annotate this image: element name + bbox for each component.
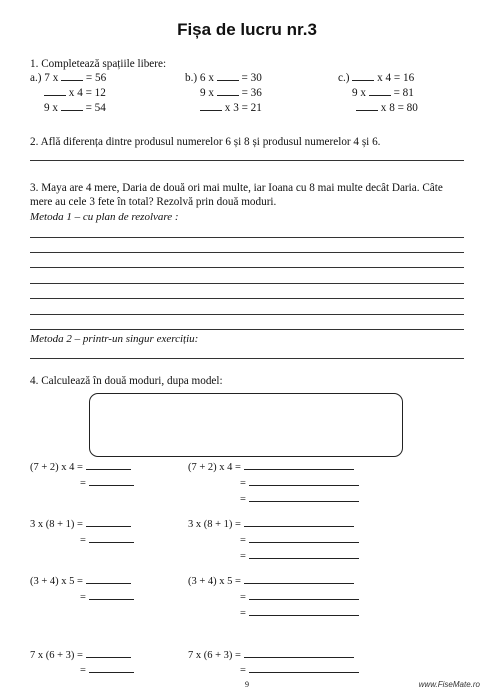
equals-sign: = bbox=[240, 608, 246, 619]
blank[interactable] bbox=[249, 599, 359, 600]
ex4-row-2-left bbox=[30, 519, 131, 530]
ex1-b-row-3-post: x 3 = 21 bbox=[224, 102, 262, 114]
equals-sign: = bbox=[80, 535, 86, 546]
blank[interactable] bbox=[249, 542, 359, 543]
ex1-c-label: c.) bbox=[338, 72, 350, 84]
answer-line[interactable] bbox=[30, 298, 464, 299]
ex1-b-row-3 bbox=[200, 102, 262, 115]
ex4-row-1-left bbox=[30, 462, 131, 473]
ex1-a-label: a.) bbox=[30, 72, 42, 84]
ex1-c-row-3-post: x 8 = 80 bbox=[380, 102, 418, 114]
answer-line[interactable] bbox=[30, 358, 464, 359]
equals-sign: = bbox=[240, 592, 246, 603]
blank[interactable] bbox=[86, 526, 131, 527]
equals-sign: = bbox=[240, 551, 246, 562]
ex4-heading: 4. Calculează în două moduri, dupa model: bbox=[30, 375, 223, 387]
ex4-row-4-right bbox=[188, 650, 354, 661]
ex4-row-1-right bbox=[188, 462, 354, 473]
answer-line[interactable] bbox=[30, 252, 464, 253]
ex1-a-row-2 bbox=[44, 87, 106, 100]
blank[interactable] bbox=[89, 485, 134, 486]
ex4-row-1-left-eq bbox=[80, 478, 134, 489]
blank[interactable] bbox=[86, 583, 131, 584]
ex4-expr: (3 + 4) x 5 = bbox=[188, 576, 241, 587]
equals-sign: = bbox=[240, 665, 246, 676]
ex4-expr: (3 + 4) x 5 = bbox=[30, 576, 83, 587]
ex1-b-row-1 bbox=[185, 72, 262, 85]
equals-sign: = bbox=[80, 665, 86, 676]
blank[interactable] bbox=[86, 657, 131, 658]
blank[interactable] bbox=[217, 95, 239, 96]
blank[interactable] bbox=[352, 80, 374, 81]
answer-line[interactable] bbox=[30, 283, 464, 284]
blank[interactable] bbox=[244, 526, 354, 527]
ex1-b-row-1-pre: 6 x bbox=[199, 72, 214, 84]
ex4-row-4-left-eq bbox=[80, 665, 134, 676]
ex4-expr: 7 x (6 + 3) = bbox=[30, 650, 83, 661]
page-title: Fișa de lucru nr.3 bbox=[177, 20, 317, 39]
ex1-b-row-2-post: = 36 bbox=[241, 87, 262, 99]
blank[interactable] bbox=[61, 110, 83, 111]
equals-sign: = bbox=[80, 478, 86, 489]
ex4-row-2-right-eq1 bbox=[240, 535, 359, 546]
equals-sign: = bbox=[240, 535, 246, 546]
ex1-a-row-1-pre: 7 x bbox=[44, 72, 59, 84]
equals-sign: = bbox=[240, 478, 246, 489]
ex1-heading: 1. Completează spațiile libere: bbox=[30, 58, 167, 70]
ex1-b-row-1-post: = 30 bbox=[241, 72, 262, 84]
ex1-b-row-2 bbox=[200, 87, 262, 100]
blank[interactable] bbox=[244, 657, 354, 658]
ex1-c-row-1-post: x 4 = 16 bbox=[377, 72, 415, 84]
blank[interactable] bbox=[44, 95, 66, 96]
blank[interactable] bbox=[86, 469, 131, 470]
answer-line[interactable] bbox=[30, 237, 464, 238]
ex4-expr: 3 x (8 + 1) = bbox=[188, 519, 241, 530]
ex1-b-row-2-pre: 9 x bbox=[200, 87, 214, 99]
blank[interactable] bbox=[249, 501, 359, 502]
ex3-method-2: Metoda 2 – printr-un singur exercițiu: bbox=[30, 333, 199, 345]
blank[interactable] bbox=[249, 485, 359, 486]
blank[interactable] bbox=[249, 672, 359, 673]
ex4-row-3-left-eq bbox=[80, 592, 134, 603]
ex4-row-4-left bbox=[30, 650, 131, 661]
ex4-row-1-right-eq2 bbox=[240, 494, 359, 505]
blank[interactable] bbox=[244, 469, 354, 470]
blank[interactable] bbox=[369, 95, 391, 96]
answer-line[interactable] bbox=[30, 314, 464, 315]
ex3-method-1: Metoda 1 – cu plan de rezolvare : bbox=[30, 211, 179, 223]
model-box[interactable] bbox=[89, 393, 403, 457]
ex1-a-row-3-post: = 54 bbox=[85, 102, 106, 114]
blank[interactable] bbox=[244, 583, 354, 584]
ex4-row-4-right-eq1 bbox=[240, 665, 359, 676]
ex2-text: 2. Află diferența dintre produsul numerelor 6 și 8 și produsul numerelor 4 și 6. bbox=[30, 136, 381, 148]
ex3-line-1: 3. Maya are 4 mere, Daria de două ori mai multe, iar Ioana cu 8 mai multe decât Daria. Câte bbox=[30, 182, 443, 194]
blank[interactable] bbox=[249, 615, 359, 616]
ex1-c-row-2 bbox=[352, 87, 414, 100]
ex4-expr: 7 x (6 + 3) = bbox=[188, 650, 241, 661]
ex1-b-label: b.) bbox=[185, 72, 198, 84]
ex4-row-3-right-eq1 bbox=[240, 592, 359, 603]
ex4-row-3-right-eq2 bbox=[240, 608, 359, 619]
blank[interactable] bbox=[200, 110, 222, 111]
answer-line[interactable] bbox=[30, 267, 464, 268]
ex4-row-1-right-eq1 bbox=[240, 478, 359, 489]
ex1-c-row-3 bbox=[356, 102, 418, 115]
blank[interactable] bbox=[249, 558, 359, 559]
ex1-c-row-2-post: = 81 bbox=[393, 87, 414, 99]
blank[interactable] bbox=[217, 80, 239, 81]
ex4-row-2-left-eq bbox=[80, 535, 134, 546]
ex4-expr: (7 + 2) x 4 = bbox=[30, 462, 83, 473]
ex1-a-row-1-post: = 56 bbox=[85, 72, 107, 84]
equals-sign: = bbox=[80, 592, 86, 603]
ex3-line-2: mere au cele 3 fete în total? Rezolvă prin două moduri. bbox=[30, 196, 277, 208]
site-watermark: www.FiseMate.ro bbox=[418, 680, 480, 689]
ex1-c-row-1 bbox=[338, 72, 414, 85]
page-number: 9 bbox=[245, 680, 249, 689]
ex1-a-row-2-post: x 4 = 12 bbox=[68, 87, 106, 99]
blank[interactable] bbox=[89, 599, 134, 600]
ex4-row-3-right bbox=[188, 576, 354, 587]
ex1-a-row-3-pre: 9 x bbox=[44, 102, 58, 114]
blank[interactable] bbox=[61, 80, 83, 81]
ex4-expr: (7 + 2) x 4 = bbox=[188, 462, 241, 473]
ex4-expr: 3 x (8 + 1) = bbox=[30, 519, 83, 530]
ex4-row-3-left bbox=[30, 576, 131, 587]
answer-line[interactable] bbox=[30, 329, 464, 330]
ex1-a-row-3 bbox=[44, 102, 106, 115]
equals-sign: = bbox=[240, 494, 246, 505]
blank[interactable] bbox=[89, 542, 134, 543]
ex4-row-2-right-eq2 bbox=[240, 551, 359, 562]
blank[interactable] bbox=[356, 110, 378, 111]
ex1-c-row-2-pre: 9 x bbox=[352, 87, 366, 99]
answer-line[interactable] bbox=[30, 160, 464, 161]
ex1-a-row-1 bbox=[30, 72, 106, 85]
ex4-row-2-right bbox=[188, 519, 354, 530]
blank[interactable] bbox=[89, 672, 134, 673]
